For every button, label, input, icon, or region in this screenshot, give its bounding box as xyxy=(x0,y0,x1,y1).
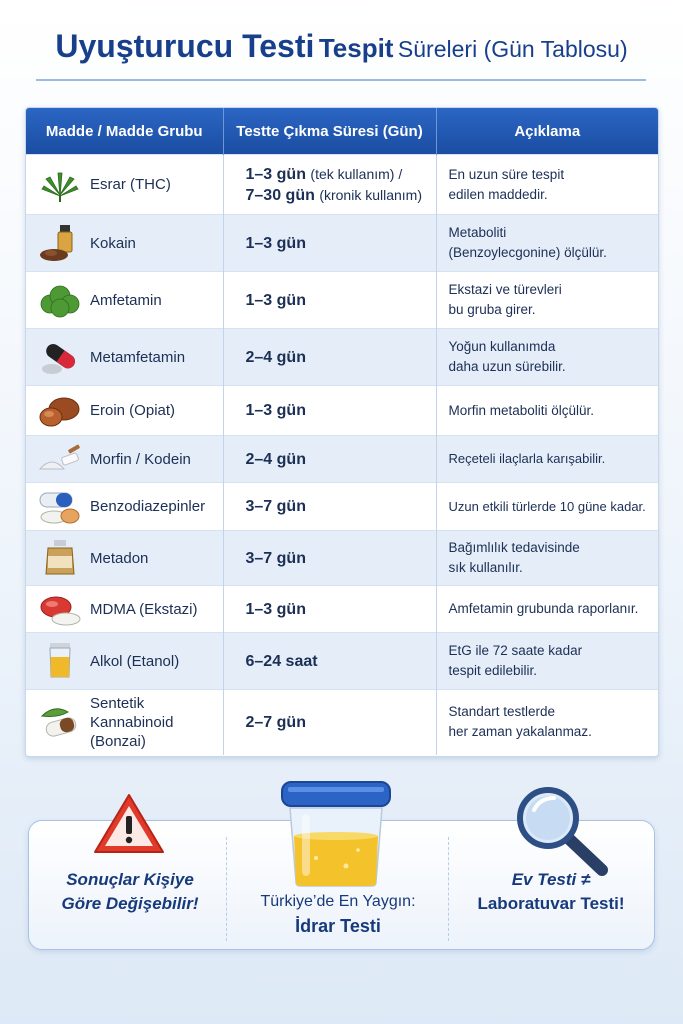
opium-pods-icon xyxy=(38,391,82,431)
duration-value: 1–3 gün xyxy=(245,165,306,183)
cocaine-vial-icon xyxy=(38,223,82,263)
description-line: Metaboliti xyxy=(448,225,507,240)
home-vs-lab-note xyxy=(456,868,646,916)
common-test-line-2: İdrar Testi xyxy=(295,916,381,936)
substance-cell xyxy=(26,531,223,586)
common-test-note xyxy=(234,890,442,938)
duration-value: 3–7 gün xyxy=(245,498,306,515)
header-description: Açıklama xyxy=(436,108,658,155)
description-line: sık kullanılır. xyxy=(448,560,523,575)
substance-cell xyxy=(26,272,223,329)
table-row xyxy=(26,272,658,329)
duration-note: (tek kullanım) / xyxy=(310,165,403,182)
table-row xyxy=(26,386,658,436)
description-cell xyxy=(436,690,658,755)
duration-value: 1–3 gün xyxy=(245,291,306,309)
duration-cell xyxy=(223,155,436,215)
description-line: Yoğun kullanımda xyxy=(448,339,556,354)
description-cell xyxy=(436,272,658,329)
detection-table xyxy=(25,107,659,757)
description-cell xyxy=(436,215,658,272)
description-line: (Benzoylecgonine) ölçülür. xyxy=(448,245,607,260)
description-cell xyxy=(436,436,658,483)
duration-value: 6–24 saat xyxy=(245,652,318,670)
description-line: edilen maddedir. xyxy=(448,186,548,202)
medicine-bottle-icon xyxy=(38,538,82,578)
description-cell xyxy=(436,155,658,215)
header-substance: Madde / Madde Grubu xyxy=(26,108,223,155)
description-cell xyxy=(436,329,658,386)
substance-name: Sentetik Kannabinoid (Bonzai) xyxy=(90,694,174,750)
title-part-1: Uyuşturucu Testi xyxy=(55,28,315,64)
magnifier-icon xyxy=(510,784,612,876)
description-cell xyxy=(436,531,658,586)
description-cell xyxy=(436,633,658,690)
table-row xyxy=(26,436,658,483)
title-divider xyxy=(36,79,646,81)
substance-cell xyxy=(26,436,223,483)
ecstasy-pills-icon xyxy=(38,589,82,629)
home-vs-lab-line-2: Laboratuvar Testi! xyxy=(477,894,625,913)
table-row xyxy=(26,155,658,215)
substance-cell xyxy=(26,586,223,633)
description-line: Ekstazi ve türevleri xyxy=(448,282,562,297)
substance-cell xyxy=(26,155,223,215)
duration-cell xyxy=(223,633,436,690)
description-line: bu gruba girer. xyxy=(448,302,536,317)
duration-cell xyxy=(223,272,436,329)
substance-name: Benzodiazepinler xyxy=(90,498,206,515)
substance-cell xyxy=(26,329,223,386)
description-cell xyxy=(436,483,658,531)
substance-name: Metadon xyxy=(90,549,149,567)
description-line: her zaman yakalanmaz. xyxy=(448,724,592,740)
duration-value: 7–30 gün xyxy=(245,186,315,204)
duration-value: 2–7 gün xyxy=(245,713,306,731)
duration-note: (kronik kullanım) xyxy=(319,186,423,203)
urine-cup-icon xyxy=(276,778,396,890)
common-test-line-1: Türkiye’de En Yaygın: xyxy=(260,893,416,910)
title-part-2: Tespit xyxy=(318,33,394,63)
duration-value: 2–4 gün xyxy=(245,450,306,468)
substance-cell xyxy=(26,690,223,755)
duration-cell xyxy=(223,690,436,755)
capsule-icon xyxy=(38,337,82,377)
description-line: Bağımlılık tedavisinde xyxy=(448,540,580,555)
description-line: Morfin metaboliti ölçülür. xyxy=(448,402,595,418)
substance-cell xyxy=(26,215,223,272)
substance-name: Morfin / Kodein xyxy=(90,450,191,468)
description-line: tespit edilebilir. xyxy=(448,663,538,678)
duration-value: 3–7 gün xyxy=(245,549,306,567)
cannabis-leaf-icon xyxy=(38,165,82,205)
header-duration: Testte Çıkma Süresi (Gün) xyxy=(223,108,436,155)
description-line: Reçeteli ilaçlarla karışabilir. xyxy=(448,451,606,466)
duration-cell xyxy=(223,436,436,483)
table-row xyxy=(26,586,658,633)
description-line: Uzun etkili türlerde 10 güne kadar. xyxy=(448,498,646,514)
duration-value: 1–3 gün xyxy=(245,234,306,252)
description-line: EtG ile 72 saate kadar xyxy=(448,643,583,658)
herbal-blend-icon xyxy=(38,702,82,742)
duration-cell xyxy=(223,215,436,272)
results-vary-note xyxy=(40,868,220,916)
duration-cell xyxy=(223,586,436,633)
duration-value: 2–4 gün xyxy=(245,348,306,366)
description-line: daha uzun sürebilir. xyxy=(448,359,566,374)
substance-name: Esrar (THC) xyxy=(90,176,171,193)
table-row xyxy=(26,215,658,272)
white-powder-icon xyxy=(38,439,82,479)
duration-cell xyxy=(223,531,436,586)
results-vary-line-2: Göre Değişebilir! xyxy=(61,894,199,913)
table-row xyxy=(26,329,658,386)
description-line: En uzun süre tespit xyxy=(448,166,565,182)
duration-value: 1–3 gün xyxy=(245,402,306,419)
table-header-row xyxy=(26,108,658,155)
panel-divider xyxy=(226,837,227,941)
amphetamine-plant-icon xyxy=(38,280,82,320)
page-title xyxy=(0,30,683,62)
substance-name: Amfetamin xyxy=(90,291,162,309)
description-line: Amfetamin grubunda raporlanır. xyxy=(448,601,639,616)
description-line: Standart testlerde xyxy=(448,704,556,720)
description-cell xyxy=(436,386,658,436)
table-row xyxy=(26,690,658,755)
title-part-3: Süreleri (Gün Tablosu) xyxy=(397,36,628,62)
substance-cell xyxy=(26,386,223,436)
alcohol-glass-icon xyxy=(38,641,82,681)
duration-cell xyxy=(223,329,436,386)
duration-cell xyxy=(223,483,436,531)
table-row xyxy=(26,531,658,586)
panel-divider xyxy=(448,837,449,941)
home-vs-lab-line-1: Ev Testi ≠ xyxy=(511,870,591,889)
table-row xyxy=(26,633,658,690)
duration-value: 1–3 gün xyxy=(245,600,306,618)
table-row xyxy=(26,483,658,531)
substance-name: Kokain xyxy=(90,234,136,252)
substance-cell xyxy=(26,483,223,531)
substance-name: Alkol (Etanol) xyxy=(90,652,180,670)
substance-name: MDMA (Ekstazi) xyxy=(90,600,198,618)
substance-name: Metamfetamin xyxy=(90,348,186,366)
substance-name: Eroin (Opiat) xyxy=(90,402,176,419)
results-vary-line-1: Sonuçlar Kişiye xyxy=(66,870,194,889)
substance-cell xyxy=(26,633,223,690)
warning-icon xyxy=(92,792,166,856)
pills-icon xyxy=(38,487,82,527)
duration-cell xyxy=(223,386,436,436)
description-cell xyxy=(436,586,658,633)
